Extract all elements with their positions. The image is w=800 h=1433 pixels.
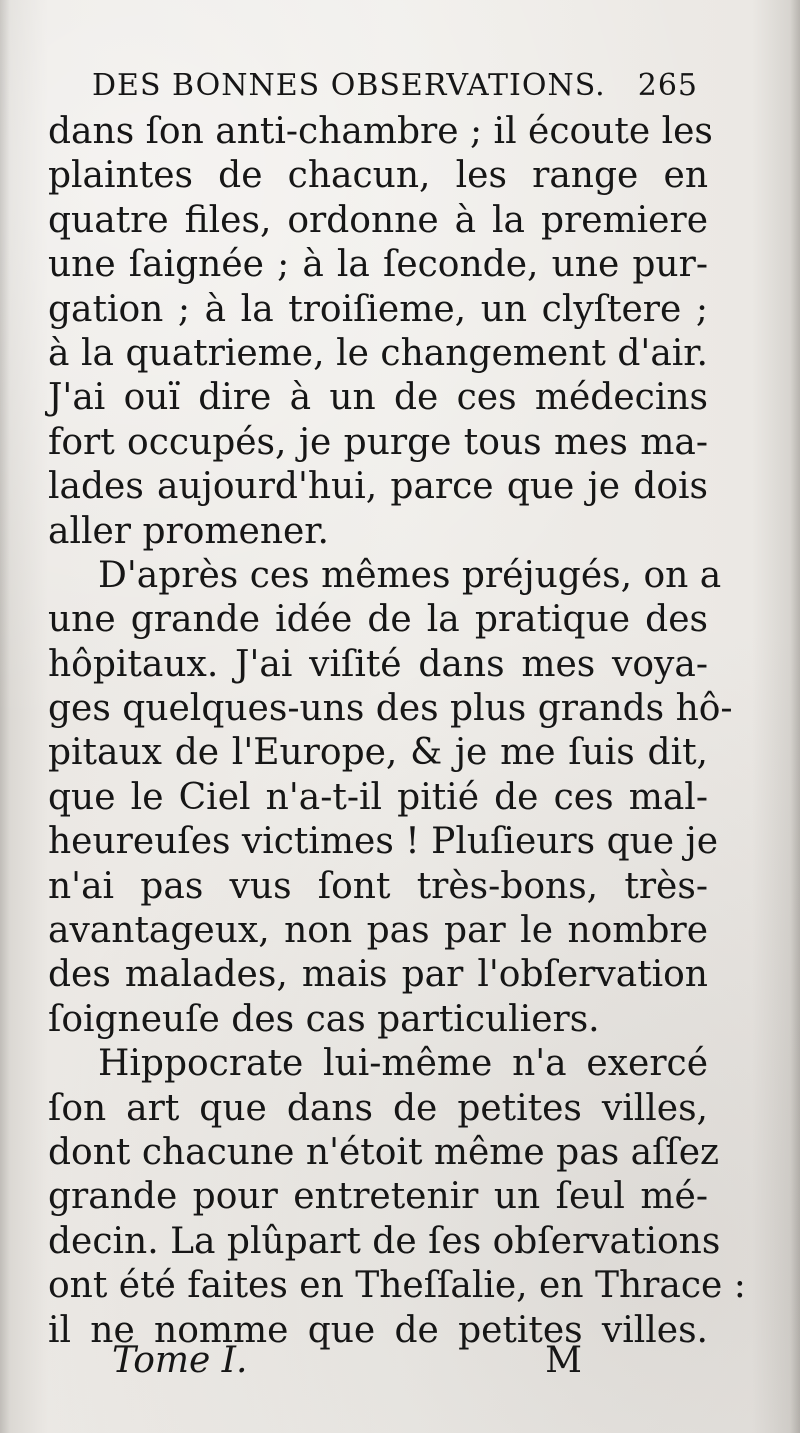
page-footer bbox=[112, 1340, 582, 1384]
text-line: dont chacune n'étoit même pas aſſez bbox=[48, 1131, 719, 1173]
running-title: DES BONNES OBSERVATIONS. bbox=[92, 68, 606, 103]
text-line: fort occupés, je purge tous mes ma- bbox=[48, 421, 708, 463]
text-line: ont été faites en Theſſalie, en Thrace : bbox=[48, 1265, 746, 1307]
text-line: une ſaignée ; à la ſeconde, une pur- bbox=[48, 244, 708, 286]
text-line: pitaux de l'Europe, & je me ſuis dit, bbox=[48, 732, 708, 774]
right-edge-shadow bbox=[790, 0, 800, 1433]
signature-mark: M bbox=[545, 1340, 582, 1381]
text-line: dans ſon anti-chambre ; il écoute les bbox=[48, 111, 713, 152]
text-line: ges quelques-uns des plus grands hô- bbox=[48, 688, 733, 730]
text-line: D'après ces mêmes préjugés, on a bbox=[98, 554, 722, 596]
text-line: une grande idée de la pratique des bbox=[48, 599, 708, 641]
text-line: que le Ciel n'a-t-il pitié de ces mal- bbox=[48, 776, 708, 818]
text-line: grande pour entretenir un ſeul mé- bbox=[48, 1176, 708, 1218]
text-line: gation ; à la troiſieme, un clyſtere ; bbox=[48, 288, 708, 330]
running-head bbox=[92, 68, 698, 108]
text-line: decin. La plûpart de ſes obſervations bbox=[48, 1220, 721, 1262]
text-line: plaintes de chacun, les range en bbox=[48, 155, 708, 197]
text-line: à la quatrieme, le changement d'air. bbox=[48, 332, 708, 374]
text-line: hôpitaux. J'ai viſité dans mes voya- bbox=[48, 643, 708, 685]
text-line: lades aujourd'hui, parce que je dois bbox=[48, 466, 708, 508]
text-line: quatre files, ordonne à la premiere bbox=[48, 199, 708, 241]
text-line: J'ai ouï dire à un de ces médecins bbox=[48, 377, 708, 419]
text-line: ſoigneuſe des cas particuliers. bbox=[48, 998, 600, 1040]
volume-label: Tome I. bbox=[112, 1340, 248, 1381]
text-line: des malades, mais par l'obſervation bbox=[48, 954, 708, 996]
text-line: n'ai pas vus ſont très-bons, très- bbox=[48, 865, 708, 907]
text-line: aller promener. bbox=[48, 510, 330, 552]
text-line: Hippocrate lui-même n'a exercé bbox=[98, 1043, 708, 1085]
text-line: il ne nomme que de petites villes. bbox=[48, 1309, 708, 1351]
body-text bbox=[48, 110, 746, 1353]
text-line: ſon art que dans de petites villes, bbox=[48, 1087, 708, 1129]
left-edge-shadow bbox=[0, 0, 10, 1433]
page-number: 265 bbox=[637, 68, 698, 103]
text-line: heureuſes victimes ! Pluſieurs que je bbox=[48, 821, 719, 863]
text-line: avantageux, non pas par le nombre bbox=[48, 910, 708, 952]
